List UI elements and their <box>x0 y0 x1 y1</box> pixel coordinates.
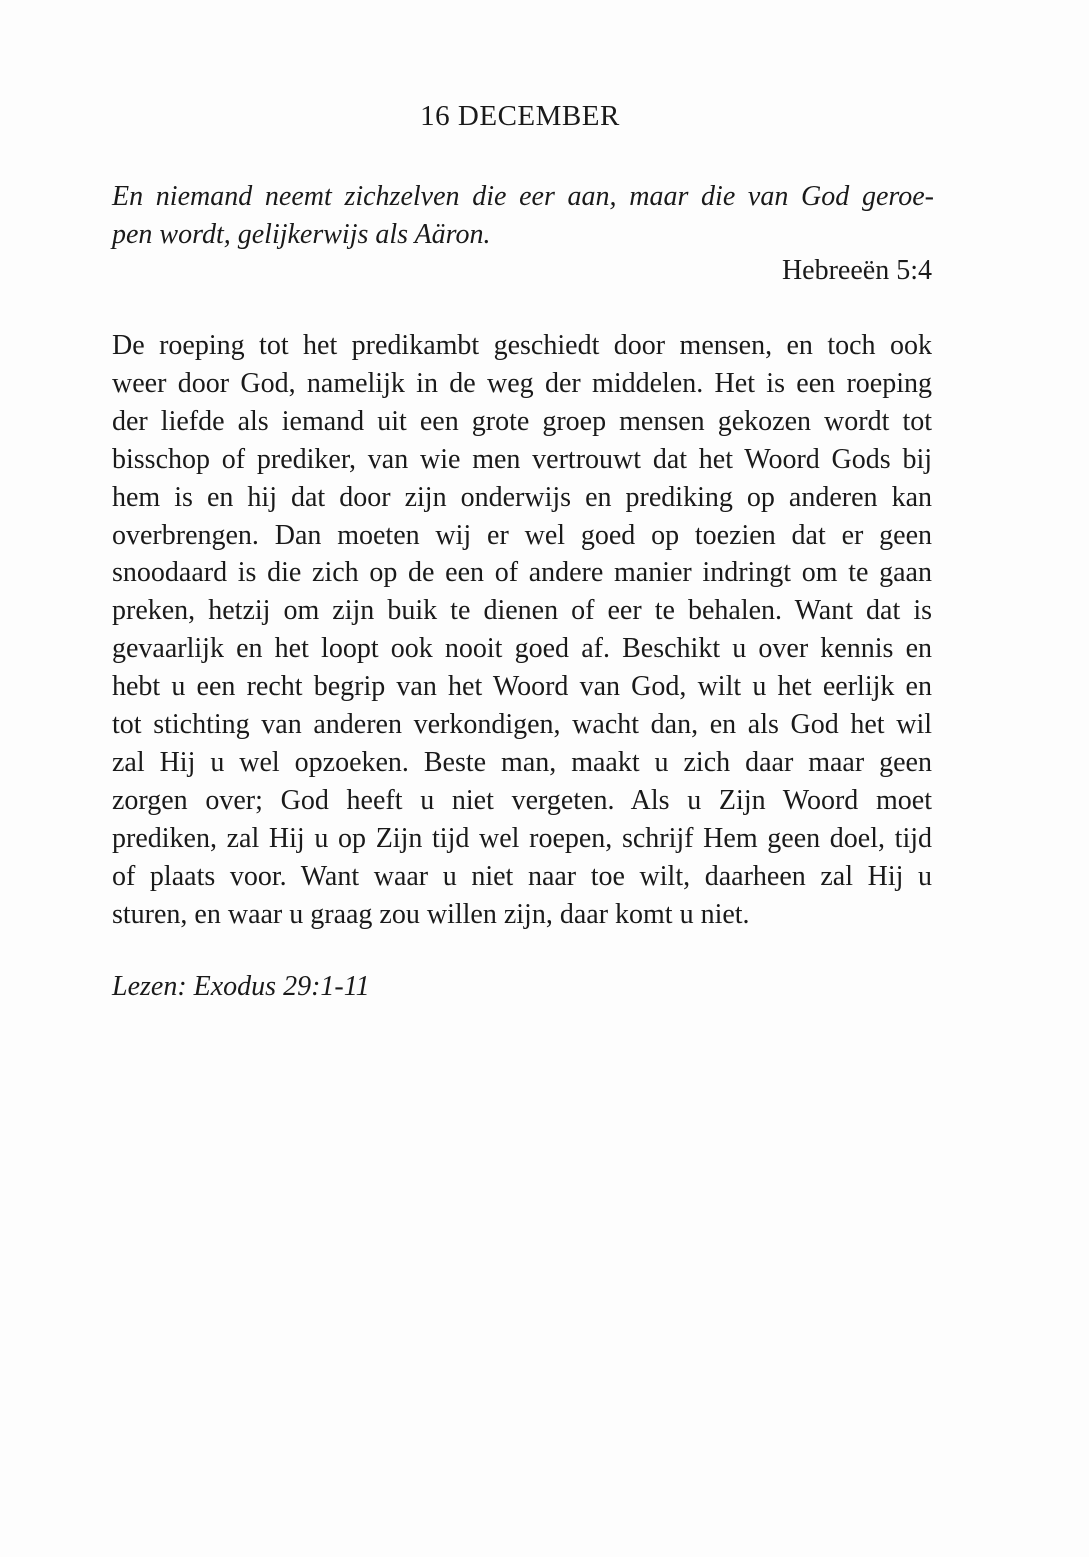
text-line: De roeping tot het predikambt geschiedt door mensen, en toch ook <box>112 330 932 361</box>
meditation-text <box>112 327 932 934</box>
text-line: sturen, en waar u graag zou willen zijn, daar komt u niet. <box>112 898 750 930</box>
text-line: bisschop of prediker, van wie men vertrouwt dat het Woord Gods bij <box>112 443 932 475</box>
scripture-verse <box>112 178 934 254</box>
text-line: overbrengen. Dan moeten wij er wel goed op toezien dat er geen <box>112 519 932 551</box>
text-line: hem is en hij dat door zijn onderwijs en prediking op anderen kan <box>112 481 932 513</box>
text-line: tot stichting van anderen verkondigen, wacht dan, en als God het wil <box>112 709 932 741</box>
text-line: der liefde als iemand uit een grote groep mensen gekozen wordt tot <box>112 405 932 437</box>
text-line: of plaats voor. Want waar u niet naar toe wilt, daarheen zal Hij u <box>112 860 932 892</box>
text-line: zorgen over; God heeft u niet vergeten. Als u Zijn Woord moet <box>112 784 932 816</box>
verse-reference: Hebreeën 5:4 <box>781 255 932 286</box>
text-line: hebt u een recht begrip van het Woord van God, wilt u het eerlijk en <box>112 671 932 703</box>
text-line: weer door God, namelijk in de weg der middelen. Het is een roeping <box>112 367 932 399</box>
verse-line: pen wordt, gelijkerwijs als Aäron. <box>112 219 491 250</box>
text-line: snoodaard is die zich op de een of andere manier indringt om te gaan <box>112 557 932 589</box>
reading-reference: Lezen: Exodus 29:1-11 <box>112 971 370 1002</box>
text-line: zal Hij u wel opzoeken. Beste man, maakt u zich daar maar geen <box>112 746 932 778</box>
verse-line: En niemand neemt zichzelven die eer aan, maar die van God geroe- <box>112 181 934 212</box>
page-title: 16 DECEMBER <box>420 100 620 132</box>
text-line: preken, hetzij om zijn buik te dienen of eer te behalen. Want dat is <box>112 595 932 627</box>
text-line: prediken, zal Hij u op Zijn tijd wel roepen, schrijf Hem geen doel, tijd <box>112 822 932 854</box>
text-line: gevaarlijk en het loopt ook nooit goed af. Beschikt u over kennis en <box>112 633 932 665</box>
